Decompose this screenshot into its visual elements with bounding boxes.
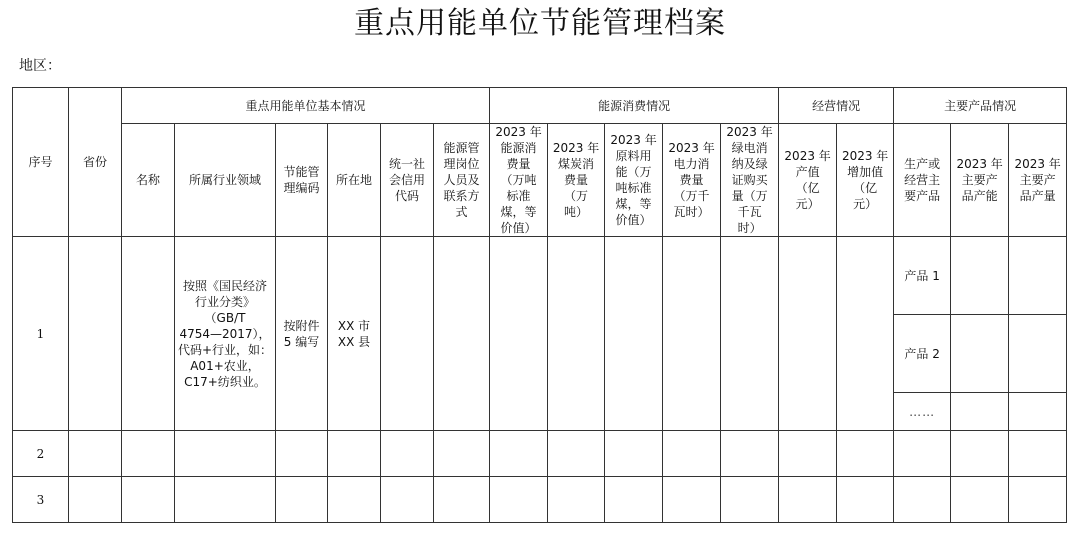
- table-cell: [276, 477, 328, 523]
- header-location: 所在地: [328, 124, 381, 237]
- row1-product-1: 产品 1: [894, 237, 951, 315]
- table-cell: [490, 431, 548, 477]
- header-province: 省份: [69, 88, 122, 237]
- row1-credit-code: [381, 237, 434, 431]
- row1-energy-code-note: 按附件 5 编写: [276, 237, 328, 431]
- table-cell: [490, 477, 548, 523]
- row1-energy-staff: [434, 237, 490, 431]
- row1-product-2-capacity: [951, 315, 1009, 393]
- table-cell: [548, 431, 605, 477]
- table-cell: [721, 431, 779, 477]
- header-industry: 所属行业领域: [175, 124, 276, 237]
- table-cell: [837, 477, 894, 523]
- header-output-value: 2023 年 产值 （亿 元）: [779, 124, 837, 237]
- row1-product-more-capacity: [951, 393, 1009, 431]
- header-credit-code: 统一社 会信用 代码: [381, 124, 434, 237]
- table-cell: [1009, 431, 1067, 477]
- header-coal-consumption: 2023 年 煤炭消 费量 （万 吨）: [548, 124, 605, 237]
- row1-name: [122, 237, 175, 431]
- table-cell: [175, 477, 276, 523]
- row1-raw-material: [605, 237, 663, 431]
- table-cell: [663, 431, 721, 477]
- row1-coal: [548, 237, 605, 431]
- table-cell: [434, 477, 490, 523]
- table-cell: [837, 431, 894, 477]
- table-cell: [381, 477, 434, 523]
- table-cell: [548, 477, 605, 523]
- header-added-value: 2023 年 增加值 （亿 元）: [837, 124, 894, 237]
- table-cell: [175, 431, 276, 477]
- table-cell: [69, 431, 122, 477]
- header-product-capacity: 2023 年 主要产 品产能: [951, 124, 1009, 237]
- table-cell: [69, 477, 122, 523]
- row1-product-2-output: [1009, 315, 1067, 393]
- table-cell: [894, 431, 951, 477]
- table-cell: [434, 431, 490, 477]
- section-products: 主要产品情况: [894, 88, 1067, 124]
- row2-serial: 2: [13, 431, 69, 477]
- table-cell: [276, 431, 328, 477]
- row3-serial: 3: [13, 477, 69, 523]
- section-energy-consumption: 能源消费情况: [490, 88, 779, 124]
- table-cell: [605, 431, 663, 477]
- header-product-output: 2023 年 主要产 品产量: [1009, 124, 1067, 237]
- row1-output-value: [779, 237, 837, 431]
- header-raw-material-energy: 2023 年 原料用 能（万 吨标准 煤，等 价值）: [605, 124, 663, 237]
- header-main-products: 生产或 经营主 要产品: [894, 124, 951, 237]
- row1-location: XX 市 XX 县: [328, 237, 381, 431]
- row1-province: [69, 237, 122, 431]
- section-basic-info: 重点用能单位基本情况: [122, 88, 490, 124]
- table-cell: [721, 477, 779, 523]
- header-power-consumption: 2023 年 电力消 费量 （万千 瓦时）: [663, 124, 721, 237]
- region-label: 地区：: [19, 58, 61, 74]
- row1-product-1-output: [1009, 237, 1067, 315]
- row1-added-value: [837, 237, 894, 431]
- table-row: [13, 237, 1067, 315]
- table-row: [13, 477, 1067, 523]
- table-cell: [122, 477, 175, 523]
- header-energy-staff: 能源管 理岗位 人员及 联系方 式: [434, 124, 490, 237]
- header-energy-total: 2023 年 能源消 费量 （万吨 标准 煤，等 价值）: [490, 124, 548, 237]
- table-cell: [328, 477, 381, 523]
- archive-table: [12, 87, 1067, 523]
- row1-serial: 1: [13, 237, 69, 431]
- row1-green-power: [721, 237, 779, 431]
- row1-product-more: ……: [894, 393, 951, 431]
- table-cell: [779, 477, 837, 523]
- table-cell: [779, 431, 837, 477]
- row1-power: [663, 237, 721, 431]
- row1-product-1-capacity: [951, 237, 1009, 315]
- table-cell: [122, 431, 175, 477]
- row1-product-2: 产品 2: [894, 315, 951, 393]
- table-cell: [381, 431, 434, 477]
- row1-energy-total: [490, 237, 548, 431]
- table-cell: [663, 477, 721, 523]
- table-cell: [1009, 477, 1067, 523]
- header-serial: 序号: [13, 88, 69, 237]
- table-cell: [328, 431, 381, 477]
- table-row: [13, 431, 1067, 477]
- header-energy-code: 节能管 理编码: [276, 124, 328, 237]
- table-cell: [951, 477, 1009, 523]
- header-green-power: 2023 年 绿电消 纳及绿 证购买 量（万 千瓦 时）: [721, 124, 779, 237]
- row1-product-more-output: [1009, 393, 1067, 431]
- document-title: 重点用能单位节能管理档案: [354, 6, 726, 41]
- section-operation: 经营情况: [779, 88, 894, 124]
- table-cell: [605, 477, 663, 523]
- table-cell: [951, 431, 1009, 477]
- table-cell: [894, 477, 951, 523]
- header-name: 名称: [122, 124, 175, 237]
- row1-industry-note: 按照《国民经济 行业分类》 （GB/T 4754—2017）， 代码+行业，如： A01+农业， C17+纺织业。: [175, 237, 276, 431]
